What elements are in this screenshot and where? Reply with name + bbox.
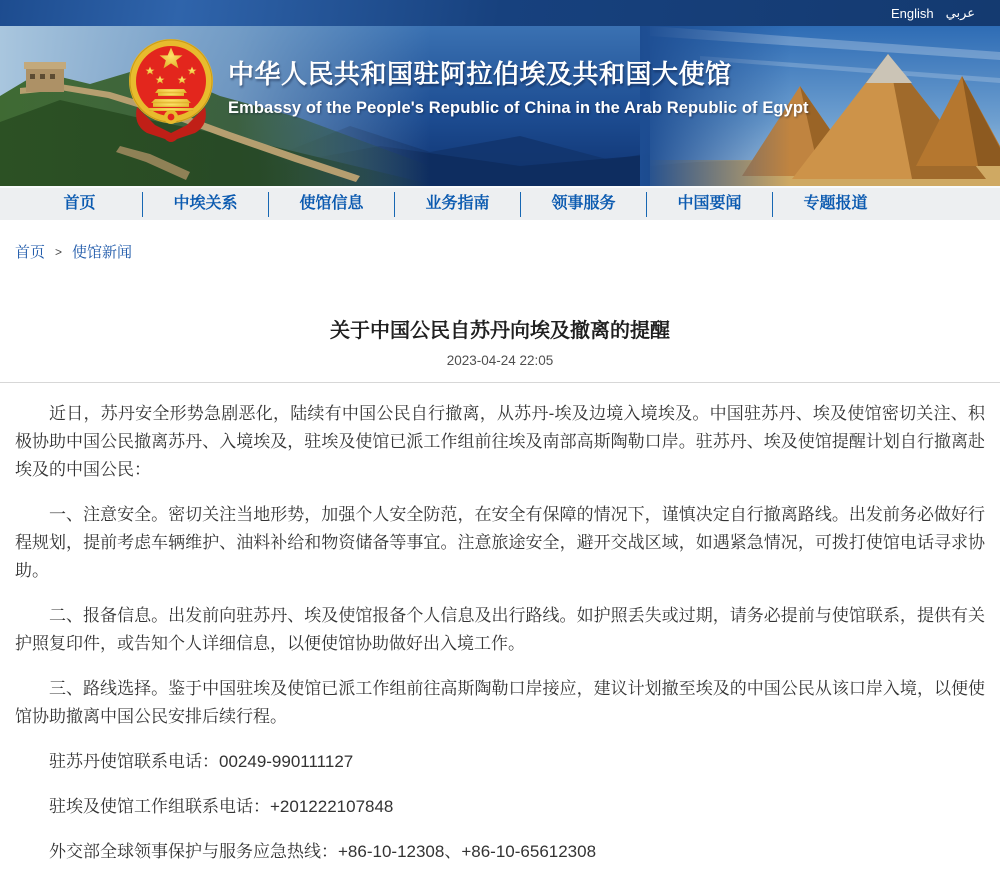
article-content bbox=[0, 314, 1000, 866]
article-title: 关于中国公民自苏丹向埃及撤离的提醒 bbox=[330, 320, 670, 342]
national-emblem-icon bbox=[127, 33, 215, 145]
site-title-chinese: 中华人民共和国驻阿拉伯埃及共和国大使馆 bbox=[228, 59, 732, 89]
article-date: 2023-04-24 22:05 bbox=[446, 353, 554, 368]
language-link-arabic[interactable]: عربي bbox=[945, 5, 975, 20]
language-link-english[interactable]: English bbox=[890, 5, 934, 21]
breadcrumb-embassy-news-link[interactable]: 使馆新闻 bbox=[72, 244, 133, 261]
article-body bbox=[15, 400, 985, 866]
nav-item-home[interactable]: 首页 bbox=[63, 195, 96, 212]
breadcrumb-home-link[interactable]: 首页 bbox=[15, 244, 46, 261]
paragraph-safety: 一、注意安全。密切关注当地形势，加强个人安全防范，在安全有保障的情况下，谨慎决定自行撤离路线。出发前务必做好行程规划，提前考虑车辆维护、油料补给和物资储备等事宜。注意旅途安全，避开交战区域，如遇紧急情况，可拨打使馆电话寻求协助。 bbox=[15, 505, 985, 580]
nav-item-china-news[interactable]: 中国要闻 bbox=[677, 195, 742, 212]
paragraph-route-choice: 三、路线选择。鉴于中国驻埃及使馆已派工作组前往高斯陶勒口岸接应，建议计划撤至埃及的中国公民从该口岸入境，以便使馆协助撤离中国公民安排后续行程。 bbox=[15, 679, 985, 726]
breadcrumb-separator: > bbox=[55, 244, 63, 259]
top-language-bar bbox=[0, 0, 1000, 26]
paragraph-egypt-workgroup-phone: 驻埃及使馆工作组联系电话：+201222107848 bbox=[49, 797, 394, 816]
nav-item-services-guide[interactable]: 业务指南 bbox=[425, 195, 490, 212]
paragraph-report-info: 二、报备信息。出发前向驻苏丹、埃及使馆报备个人信息及出行路线。如护照丢失或过期，请务必提前与使馆联系，提供有关护照复印件，或告知个人详细信息，以便使馆协助做好出入境工作。 bbox=[15, 606, 985, 653]
nav-item-consular-services[interactable]: 领事服务 bbox=[551, 195, 616, 212]
main-navigation bbox=[0, 186, 1000, 220]
site-title-english: Embassy of the People's Republic of China in the Arab Republic of Egypt bbox=[228, 99, 809, 117]
paragraph-intro: 近日，苏丹安全形势急剧恶化，陆续有中国公民自行撤离，从苏丹-埃及边境入境埃及。中国驻苏丹、埃及使馆密切关注、积极协助中国公民撤离苏丹、入境埃及，驻埃及使馆已派工作组前往埃及南部高斯陶勒口岸。驻苏丹、埃及使馆提醒计划自行撤离赴埃及的中国公民： bbox=[15, 404, 985, 479]
nav-item-china-egypt-relations[interactable]: 中埃关系 bbox=[173, 195, 238, 212]
header-banner bbox=[0, 26, 1000, 186]
site-title-block bbox=[228, 54, 809, 118]
nav-item-special-reports[interactable]: 专题报道 bbox=[803, 195, 868, 212]
title-divider bbox=[0, 382, 1000, 383]
breadcrumb bbox=[0, 220, 1000, 262]
paragraph-sudan-embassy-phone: 驻苏丹使馆联系电话：00249-990111127 bbox=[49, 752, 354, 771]
paragraph-mfa-hotline: 外交部全球领事保护与服务应急热线：+86-10-12308、+86-10-65612308 bbox=[49, 842, 597, 861]
nav-item-embassy-info[interactable]: 使馆信息 bbox=[299, 195, 364, 212]
